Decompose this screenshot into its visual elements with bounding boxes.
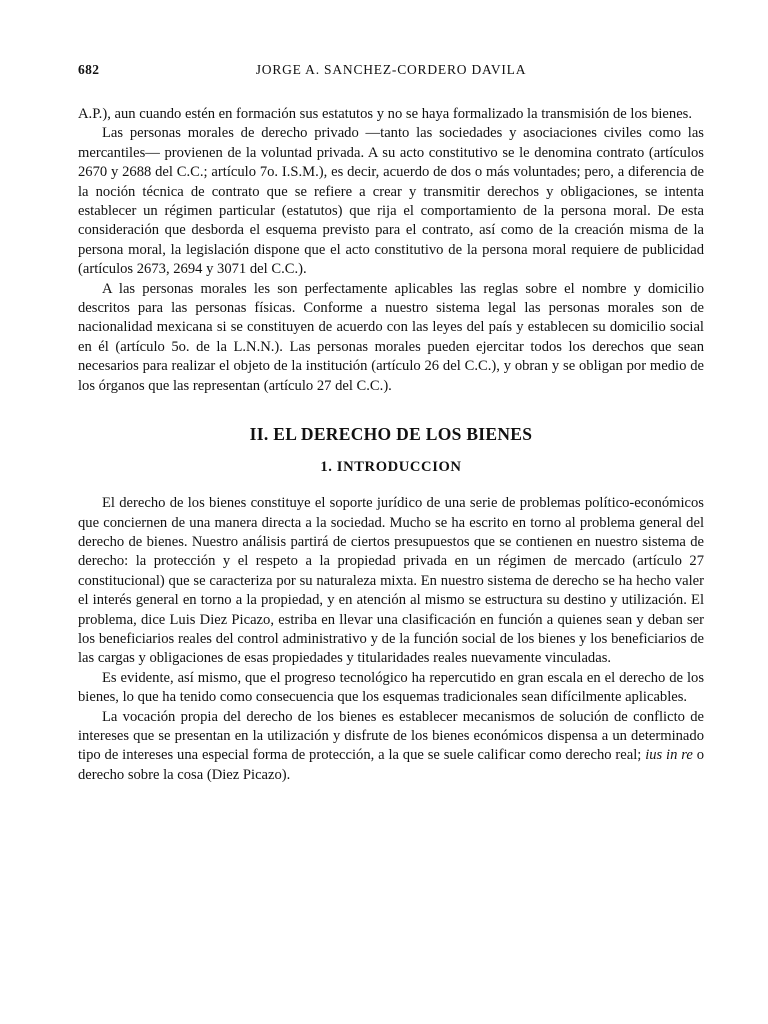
page-number: 682 xyxy=(78,62,100,77)
running-title: JORGE A. SANCHEZ-CORDERO DAVILA xyxy=(255,62,527,77)
paragraph-vocacion-end: o derecho sobre la cosa (Diez Picazo). xyxy=(78,747,704,783)
paragraph-vocacion xyxy=(78,708,704,786)
document-page xyxy=(78,62,704,785)
paragraph-vocacion-text: La vocación propia del derecho de los bienes es establecer mecanismos de solución de conflicto de intereses que se presentan en la utilización y disfrute de los bienes económicos dispensa a un determinado tipo de intereses una especial forma de protección, a la que se suele calificar como derecho real; xyxy=(78,708,704,764)
paragraph-nombre-domicilio: A las personas morales les son perfectamente aplicables las reglas sobre el nombre y domicilio descritos para las personas físicas. Conforme a nuestro sistema legal las personas morales son de nacionalidad mexicana si se constituyen de acuerdo con las leyes del país y establecen su domicilio social en él (artículo 5o. de la L.N.N.). Las personas morales pueden ejercitar todos los derechos que sean necesarios para realizar el objeto de la institución (artículo 26 del C.C.), y obran y se obligan por medio de los órganos que las representan (artículo 27 del C.C.). xyxy=(78,280,704,394)
paragraph-progreso-tecnologico: Es evidente, así mismo, que el progreso tecnológico ha repercutido en gran escala en el derecho de los bienes, lo que ha tenido como consecuencia que los esquemas tradicionales sean difícilmente aplicables. xyxy=(78,669,704,706)
running-header xyxy=(78,62,704,84)
paragraph-derecho-bienes: El derecho de los bienes constituye el soporte jurídico de una serie de problemas político-económicos que conciernen de una manera directa a la sociedad. Mucho se ha escrito en torno al problema general del derecho de bienes. Nuestro análisis partirá de ciertos presupuestos que se contienen en nuestro sistema de derecho: la protección y el respeto a la propiedad privada en un régimen de mercado (artículo 27 constitucional) que se caracteriza por su naturaleza mixta. En nuestro sistema de derecho se ha hecho valer el interés general en torno a la propiedad, y en atención al mismo se estructura su destino y utilización. El problema, dice Luis Diez Picazo, estriba en llevar una clasificación en función a quienes sean y deban ser los beneficiarios reales del control administrativo y de la función social de los bienes y los beneficiarios de las cargas y obligaciones de esas propiedades y titularidades reales nuevamente vinculadas. xyxy=(78,495,704,667)
latin-term: ius in re xyxy=(645,747,693,764)
paragraph-personas-morales: Las personas morales de derecho privado —tanto las sociedades y asociaciones civiles como las mercantiles— provienen de la voluntad privada. A su acto constitutivo se le denomina contrato (artículos 2670 y 2688 del C.C.; artículo 7o. I.S.M.), es decir, acuerdo de dos o más voluntades; pero, a diferencia de la noción técnica de contrato que se refiere a crear y transmitir derechos y obligaciones, se intenta establecer un régimen particular (estatutos) que rija el comportamiento de la persona moral. De esta consideración que desborda el esquema previsto para el contrato, así como de la creación misma de la persona moral, la legislación dispone que el acto constitutivo de la persona moral requiere de publicidad (artículos 2673, 2694 y 3071 del C.C.). xyxy=(78,125,704,278)
paragraph-continuation: A.P.), aun cuando estén en formación sus estatutos y no se haya formalizado la transmisión de los bienes. xyxy=(78,106,693,122)
body-text-top xyxy=(78,105,704,396)
subsection-heading: 1. INTRODUCCION xyxy=(320,459,462,476)
section-heading: II. EL DERECHO DE LOS BIENES xyxy=(249,424,533,445)
body-text-bottom xyxy=(78,494,704,785)
